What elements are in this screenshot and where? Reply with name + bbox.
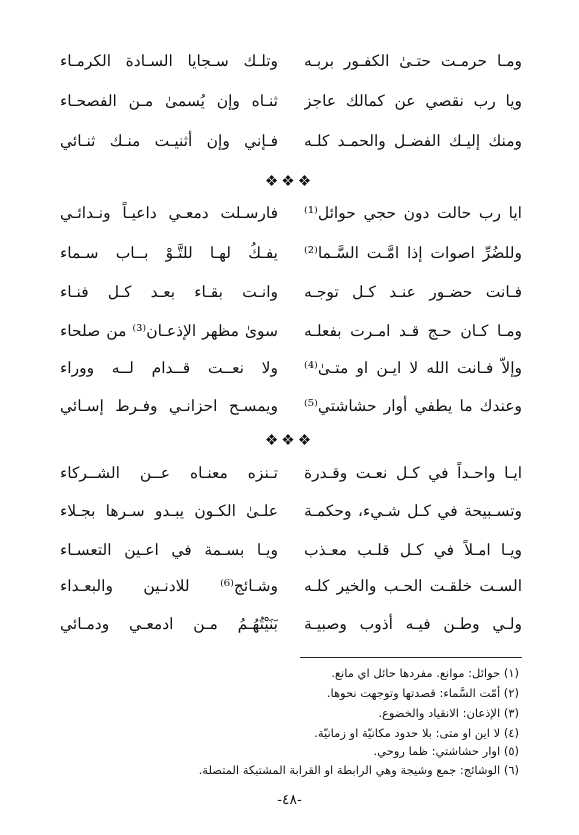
second-hemistich: علـىٰ الكـون يبـدو سـرها بجـلاء [60,502,278,520]
first-hemistich: ومـا حرمـت حتـىٰ الكفـور بربـه [304,52,522,70]
footnote: (١) حوائل: موانع. مفردها حائل اي مانع. [331,666,519,680]
first-hemistich: ولـي وطـن فيـه أذوب وصبيـة [304,615,522,633]
verse-line [60,355,522,381]
verse-line [60,460,522,486]
second-hemistich: بَنَيْتُهُـمُ مـن ادمعـي ودمـائي [60,615,278,633]
second-hemistich: فارسـلت دمعـي داعيـاً ونـدائـي [60,204,278,222]
footnote: (٤) لا اين او متى: بلا حدود مكانيّة او زمانيّة. [314,726,519,740]
verse-line [60,88,522,114]
second-hemistich: وانـت بقـاء بعـد كـل فنـاء [60,283,278,301]
first-hemistich: السـت خلقـت الحـب والخير كلـه [304,577,522,595]
verse-line [60,537,522,563]
verse-line [60,240,522,266]
verse-line [60,573,522,599]
first-hemistich: ويا رب نقصي عن كمالك عاجز [304,92,522,110]
second-hemistich: يفـكُ لهـا للتَّـوْ بــاب سـماء [60,244,278,262]
first-hemistich: وللضُرِّ اصوات إذا امَّـت السَّـما⁽²⁾ [304,244,522,262]
first-hemistich: وإلاّ فـانت الله لا ايـن او متـىٰ⁽⁴⁾ [304,359,522,377]
verse-line [60,200,522,226]
second-hemistich: تـنزه معنـاه عــن الشــركاء [60,464,278,482]
second-hemistich: ويـا بسـمة في اعـين التعسـاء [60,541,278,559]
verse-line [60,128,522,154]
verse-line [60,498,522,524]
footnote: (٣) الإذعان: الانقياد والخضوع. [378,706,519,720]
second-hemistich: ثنـاه وإن يُسمىٰ مـن الفصحـاء [60,92,278,110]
footnote: (٥) اوار حشاشتي: ظما روحي. [373,744,519,758]
verse-line [60,611,522,637]
second-hemistich: فـإني وإن أثنيـت منـك ثنـائي [60,132,278,150]
second-hemistich: ويمسـح احزانـي وفـرط إسـائي [60,397,278,415]
first-hemistich: ايـا واحـداً في كـل نعـت وقـدرة [304,464,522,482]
first-hemistich: ومنك إليـك الفضـل والحمـد كلـه [304,132,522,150]
first-hemistich: فـانت حضـور عنـد كـل توجـه [304,283,522,301]
second-hemistich: ولا نعــت قــدام لــه وورا‌ء [60,359,278,377]
verse-line [60,393,522,419]
verse-line [60,48,522,74]
first-hemistich: ويـا امـلاً في كـل قلـب معـذب [304,541,522,559]
section-separator: ❖❖❖ [264,431,315,449]
second-hemistich: وتلـك سـجايا السـادة الكرمـاء [60,52,278,70]
first-hemistich: ومـا كـان حـج قـد امـرت بفعلـه [304,322,522,340]
second-hemistich: سوىٰ مظهر الإذعـان⁽³⁾ من صلحاء [60,322,278,340]
first-hemistich: وتسـبيحة في كـل شـيء، وحكمـة [304,502,522,520]
verse-line [60,279,522,305]
page-number: -٤٨- [277,792,302,808]
verse-line [60,318,522,344]
second-hemistich: وشـائج⁽⁶⁾ للادنـين والبعـداء [60,577,278,595]
first-hemistich: وعندك ما يطفي أوار حشاشتي⁽⁵⁾ [304,397,522,415]
footnote-divider [300,657,522,658]
footnote: (٦) الوشائج: جمع وشيجة وهي الرابطة او القرابة المشتبكة المتصلة. [198,763,519,777]
footnote: (٢) أمّت السَّماء: قصدتها وتوجهت نحوها. [326,686,519,700]
first-hemistich: ايا رب حالت دون حجي حوائل⁽¹⁾ [304,204,522,222]
section-separator: ❖❖❖ [264,172,315,190]
